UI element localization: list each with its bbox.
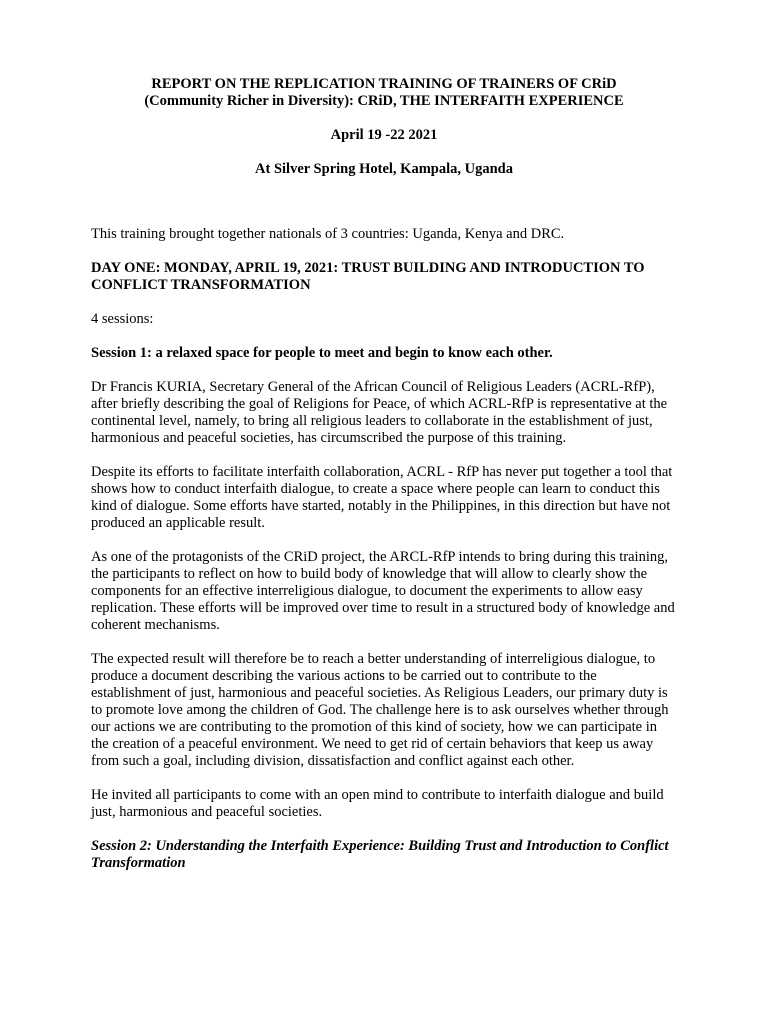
paragraph-kuria: Dr Francis KURIA, Secretary General of the African Council of Religious Leaders (ACRL-RfP), after briefly describing the goal of Religions for Peace, of which ACRL-RfP is representative at the continental level, namely, to bring all religious leaders to collaborate in the establishment of just, harmonious and peaceful societies, has circumscribed the purpose of this training. bbox=[91, 379, 668, 446]
report-title-line-1: REPORT ON THE REPLICATION TRAINING OF TRAINERS OF CRiD bbox=[151, 76, 617, 92]
report-venue: At Silver Spring Hotel, Kampala, Uganda bbox=[255, 161, 513, 177]
paragraph-expected-result: The expected result will therefore be to reach a better understanding of interreligious dialogue, to produce a document describing the various actions to be carried out to contribute to the establishment of just, harmonious and peaceful societies. As Religious Leaders, our primary duty is to promote love among the children of God. The challenge here is to ask ourselves whether through our actions we are contributing to the promotion of this kind of society, how we can participate in the creation of a peaceful environment. We need to get rid of certain behaviors that keep us away from such a goal, including division, dissatisfaction and conflict against each other. bbox=[91, 651, 669, 769]
report-title-line-2: (Community Richer in Diversity): CRiD, THE INTERFAITH EXPERIENCE bbox=[144, 93, 624, 109]
document-page bbox=[91, 76, 677, 872]
paragraph-efforts: Despite its efforts to facilitate interfaith collaboration, ACRL - RfP has never put together a tool that shows how to conduct interfaith dialogue, to create a space where people can learn to conduct this kind of dialogue. Some efforts have started, notably in the Philippines, in this direction but have not produced an applicable result. bbox=[91, 464, 673, 531]
paragraph-protagonists: As one of the protagonists of the CRiD project, the ARCL-RfP intends to bring during this training, the participants to reflect on how to build body of knowledge that will allow to clearly show the components for an effective interreligious dialogue, to document the experiments to allow easy replication. These efforts will be improved over time to result in a structured body of knowledge and coherent mechanisms. bbox=[91, 549, 675, 633]
session-1-heading: Session 1: a relaxed space for people to meet and begin to know each other. bbox=[91, 345, 553, 361]
paragraph-invitation: He invited all participants to come with an open mind to contribute to interfaith dialogue and build just, harmonious and peaceful societies. bbox=[91, 787, 664, 820]
sessions-count: 4 sessions: bbox=[91, 311, 154, 327]
report-date: April 19 -22 2021 bbox=[330, 127, 438, 143]
intro-paragraph: This training brought together nationals of 3 countries: Uganda, Kenya and DRC. bbox=[91, 226, 565, 242]
day-one-heading: DAY ONE: MONDAY, APRIL 19, 2021: TRUST BUILDING AND INTRODUCTION TO CONFLICT TRANSFORMATION bbox=[91, 260, 645, 293]
session-2-heading: Session 2: Understanding the Interfaith Experience: Building Trust and Introduction to Conflict Transformation bbox=[91, 838, 669, 871]
